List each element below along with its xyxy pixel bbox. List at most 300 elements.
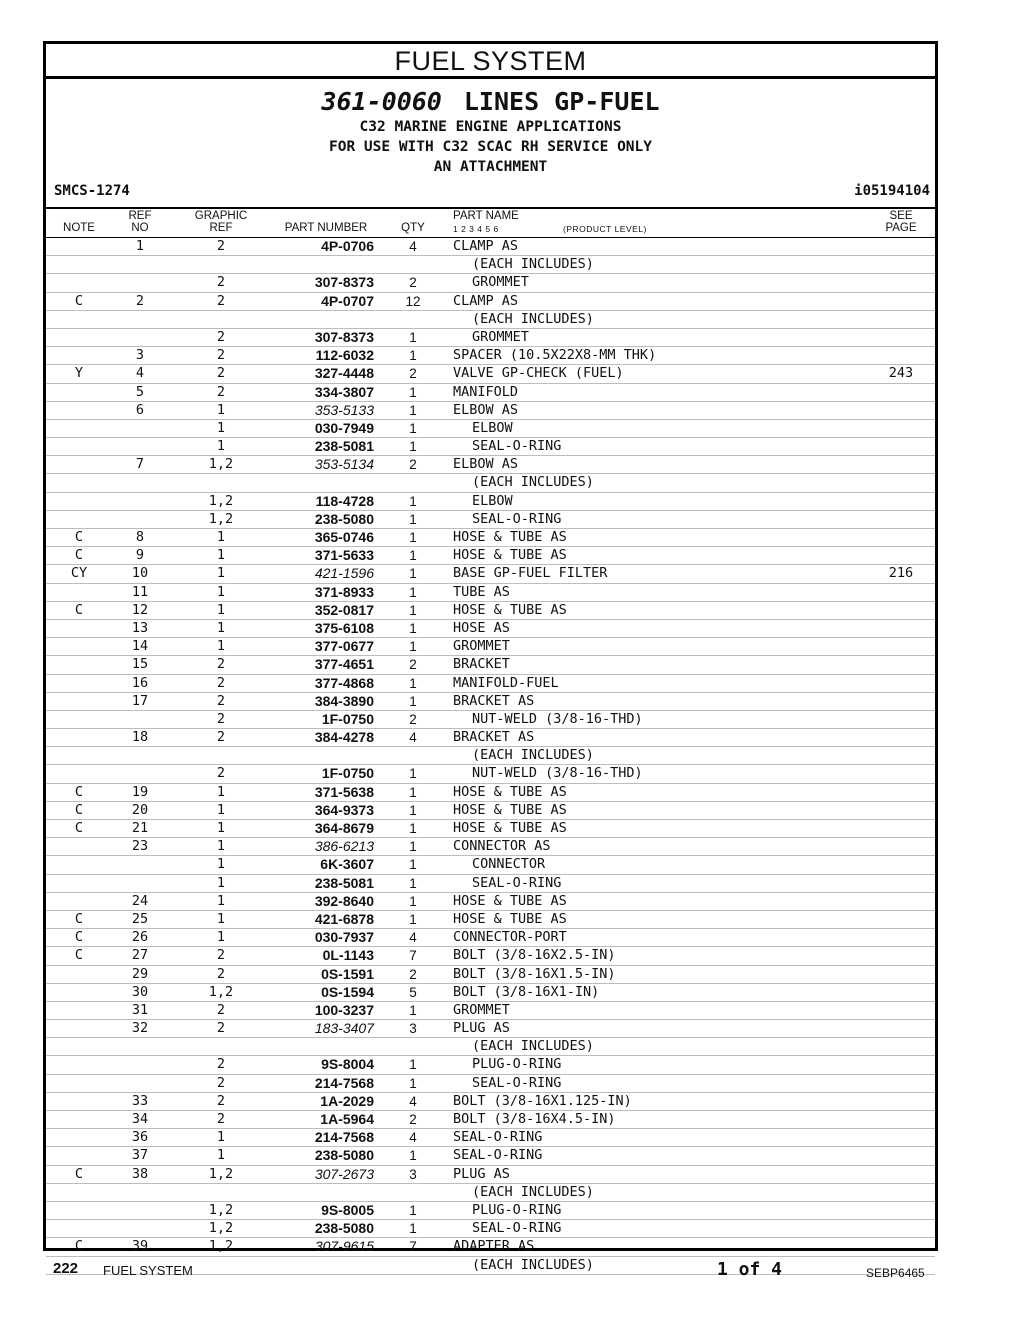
part-number-cell: 386-6213 — [314, 838, 374, 855]
part-number-cell: 392-8640 — [314, 892, 374, 909]
ref-no-cell: 31 — [131, 1001, 149, 1018]
table-row — [46, 1184, 935, 1202]
qty-cell: 1 — [409, 766, 417, 782]
note-cell: C — [74, 1165, 84, 1182]
part-number-cell: 1F-0750 — [321, 710, 374, 727]
table-row — [46, 1220, 935, 1238]
qty-cell: 7 — [409, 1239, 417, 1255]
table-row — [46, 529, 935, 547]
table-row — [46, 584, 935, 602]
ref-no-cell: 8 — [135, 529, 145, 545]
note-cell: C — [74, 820, 84, 836]
part-number-cell: 371-5633 — [314, 547, 374, 564]
table-row — [46, 438, 935, 456]
qty-cell: 4 — [409, 239, 417, 254]
qty-cell: 2 — [409, 1112, 417, 1127]
part-number-cell: 9S-8004 — [321, 1056, 374, 1073]
part-number-cell: 030-7949 — [314, 419, 374, 436]
qty-cell: 1 — [409, 693, 417, 709]
part-number-cell: 421-6878 — [314, 910, 374, 927]
col-ref-no-1: REF — [128, 210, 152, 222]
qty-cell: 1 — [409, 784, 417, 800]
ref-no-cell: 15 — [131, 656, 149, 673]
table-row — [46, 256, 935, 274]
subtitle-line-3: AN ATTACHMENT — [433, 159, 548, 175]
group-number: 361-0060 — [321, 87, 442, 116]
graphic-ref-cell: 1 — [216, 419, 226, 436]
ref-no-cell: 9 — [135, 547, 145, 564]
part-name-cell: TUBE AS — [453, 583, 510, 600]
part-number-cell: 377-4868 — [314, 674, 374, 691]
graphic-ref-cell: 2 — [216, 1020, 226, 1037]
qty-cell: 1 — [409, 821, 417, 836]
part-number-cell: 377-4651 — [314, 656, 374, 673]
ref-no-cell: 4 — [135, 365, 145, 382]
table-row — [46, 1238, 935, 1256]
part-number-cell: 365-0746 — [314, 529, 374, 545]
graphic-ref-cell: 1 — [216, 638, 226, 655]
note-cell: C — [74, 910, 84, 927]
qty-cell: 3 — [409, 1021, 417, 1037]
qty-cell: 2 — [409, 966, 417, 982]
qty-cell: 1 — [409, 566, 417, 582]
table-row — [46, 293, 935, 311]
table-row — [46, 1129, 935, 1147]
part-name-cell: BOLT (3/8-16X4.5-IN) — [453, 1111, 616, 1127]
ref-no-cell: 13 — [131, 619, 149, 636]
part-name-cell: ELBOW AS — [453, 401, 519, 418]
part-name-cell: NUT-WELD (3/8-16-THD) — [472, 765, 643, 782]
note-cell: C — [74, 783, 84, 800]
qty-cell: 2 — [409, 657, 417, 673]
table-row — [46, 1147, 935, 1165]
graphic-ref-cell: 2 — [216, 347, 226, 364]
table-row — [46, 856, 935, 874]
graphic-ref-cell: 1 — [216, 1129, 226, 1146]
table-row — [46, 1020, 935, 1038]
graphic-ref-cell: 2 — [216, 965, 226, 982]
part-number-cell: 6K-3607 — [320, 856, 374, 873]
group-title — [46, 87, 935, 116]
part-number-cell: 307-2673 — [314, 1165, 374, 1182]
col-part-number: PART NUMBER — [284, 222, 368, 234]
part-number-cell: 421-1596 — [314, 565, 374, 582]
table-row — [46, 893, 935, 911]
part-name-cell: BASE GP-FUEL FILTER — [453, 565, 608, 582]
table-row — [46, 675, 935, 693]
part-name-cell: HOSE & TUBE AS — [453, 547, 567, 564]
note-cell: Y — [74, 365, 84, 382]
ref-no-cell: 2 — [135, 292, 145, 309]
part-name-cell: BOLT (3/8-16X1.125-IN) — [453, 1092, 632, 1109]
qty-cell: 1 — [409, 802, 417, 818]
qty-cell: 1 — [409, 911, 417, 927]
ref-no-cell: 38 — [131, 1165, 149, 1182]
document-number: SEBP6465 — [866, 1266, 925, 1280]
graphic-ref-cell: 1 — [216, 783, 226, 800]
qty-cell: 1 — [409, 511, 417, 527]
part-name-cell: (EACH INCLUDES) — [472, 474, 594, 491]
part-number-cell: 384-4278 — [314, 729, 374, 746]
ref-no-cell: 26 — [131, 929, 149, 946]
ref-no-cell: 34 — [131, 1111, 149, 1127]
graphic-ref-cell: 2 — [216, 656, 226, 673]
note-cell: C — [74, 929, 84, 946]
part-name-cell: BOLT (3/8-16X2.5-IN) — [453, 947, 616, 964]
part-name-cell: SEAL-O-RING — [453, 1147, 543, 1164]
note-cell: C — [74, 292, 84, 309]
part-name-cell: HOSE & TUBE AS — [453, 820, 567, 836]
part-name-cell: BRACKET — [453, 656, 510, 673]
part-name-cell: PLUG-O-RING — [472, 1201, 562, 1218]
part-name-cell: GROMMET — [472, 328, 529, 345]
part-number-cell: 371-8933 — [314, 583, 374, 600]
table-row — [46, 620, 935, 638]
qty-cell: 4 — [409, 1130, 417, 1146]
table-row — [46, 365, 935, 383]
graphic-ref-cell: 2 — [216, 1074, 226, 1091]
part-name-cell: HOSE & TUBE AS — [453, 892, 567, 909]
col-see-page-2: PAGE — [885, 222, 917, 234]
part-name-cell: (EACH INCLUDES) — [472, 256, 594, 273]
part-name-cell: ELBOW — [472, 419, 513, 436]
graphic-ref-cell: 1,2 — [208, 983, 234, 1000]
subtitle-line-1: C32 MARINE ENGINE APPLICATIONS — [359, 119, 622, 135]
ref-no-cell: 16 — [131, 674, 149, 691]
part-name-cell: SEAL-O-RING — [472, 510, 562, 527]
qty-cell: 1 — [409, 329, 417, 345]
part-number-cell: 364-8679 — [314, 820, 374, 836]
qty-cell: 1 — [409, 530, 417, 545]
table-row — [46, 1056, 935, 1074]
col-qty: QTY — [401, 222, 425, 234]
graphic-ref-cell: 1 — [216, 529, 226, 545]
graphic-ref-cell: 1 — [216, 801, 226, 818]
part-name-cell: HOSE & TUBE AS — [453, 783, 567, 800]
section-title: FUEL SYSTEM — [46, 44, 935, 79]
col-levels: 1 2 3 4 5 6 — [453, 224, 499, 234]
part-number-cell: 384-3890 — [314, 692, 374, 709]
part-number-cell: 353-5133 — [314, 401, 374, 418]
graphic-ref-cell: 2 — [216, 674, 226, 691]
part-number-cell: 1F-0750 — [321, 765, 374, 782]
part-name-cell: SPACER (10.5X22X8-MM THK) — [453, 347, 657, 364]
part-number-cell: 377-0677 — [314, 638, 374, 655]
table-row — [46, 547, 935, 565]
part-number-cell: 375-6108 — [314, 619, 374, 636]
graphic-ref-cell: 1 — [216, 583, 226, 600]
part-name-cell: SEAL-O-RING — [472, 1074, 562, 1091]
note-cell: C — [74, 547, 84, 564]
part-name-cell: HOSE & TUBE AS — [453, 801, 567, 818]
ref-no-cell: 23 — [131, 838, 149, 855]
graphic-ref-cell: 2 — [216, 292, 226, 309]
part-number-cell: 307-8373 — [314, 328, 374, 345]
table-row — [46, 929, 935, 947]
table-row — [46, 802, 935, 820]
note-cell: C — [74, 529, 84, 545]
qty-cell: 1 — [409, 439, 417, 455]
qty-cell: 5 — [409, 984, 417, 1000]
part-number-cell: 1A-5964 — [320, 1111, 374, 1127]
part-number-cell: 9S-8005 — [321, 1201, 374, 1218]
table-row — [46, 311, 935, 329]
part-name-cell: BOLT (3/8-16X1.5-IN) — [453, 965, 616, 982]
graphic-ref-cell: 2 — [216, 1001, 226, 1018]
qty-cell: 1 — [409, 420, 417, 436]
qty-cell: 2 — [409, 275, 417, 291]
part-number-cell: 364-9373 — [314, 801, 374, 818]
part-number-cell: 214-7568 — [314, 1074, 374, 1091]
table-row — [46, 565, 935, 583]
table-row — [46, 420, 935, 438]
part-name-cell: PLUG-O-RING — [472, 1056, 562, 1073]
ref-no-cell: 30 — [131, 983, 149, 1000]
graphic-ref-cell: 1 — [216, 438, 226, 455]
see-page-cell: 216 — [888, 565, 914, 582]
table-row — [46, 274, 935, 292]
part-name-cell: CONNECTOR-PORT — [453, 929, 567, 946]
page-number: 222 — [53, 1260, 79, 1277]
graphic-ref-cell: 1 — [216, 601, 226, 618]
table-row — [46, 984, 935, 1002]
col-ref-no-2: NO — [131, 222, 149, 234]
part-name-cell: ELBOW — [472, 492, 513, 509]
graphic-ref-cell: 1,2 — [208, 1201, 234, 1218]
graphic-ref-cell: 1,2 — [208, 1220, 234, 1237]
graphic-ref-cell: 1 — [216, 856, 226, 873]
graphic-ref-cell: 2 — [216, 383, 226, 400]
qty-cell: 1 — [409, 493, 417, 509]
note-cell: CY — [70, 565, 88, 582]
part-name-cell: HOSE & TUBE AS — [453, 910, 567, 927]
table-row — [46, 711, 935, 729]
qty-cell: 1 — [409, 675, 417, 691]
graphic-ref-cell: 1,2 — [208, 492, 234, 509]
part-number-cell: 4P-0706 — [321, 238, 374, 254]
table-row — [46, 947, 935, 965]
qty-cell: 4 — [409, 1093, 417, 1109]
part-number-cell: 353-5134 — [314, 456, 374, 473]
ref-no-cell: 27 — [131, 947, 149, 964]
table-row — [46, 838, 935, 856]
part-name-cell: (EACH INCLUDES) — [472, 1038, 594, 1055]
part-name-cell: PLUG AS — [453, 1020, 510, 1037]
sheet-indicator: 1 of 4 — [717, 1259, 783, 1280]
part-name-cell: SEAL-O-RING — [472, 1220, 562, 1237]
part-number-cell: 183-3407 — [314, 1020, 374, 1037]
qty-cell: 1 — [409, 1075, 417, 1091]
table-row — [46, 1111, 935, 1129]
part-number-cell: 371-5638 — [314, 783, 374, 800]
part-name-cell: CONNECTOR AS — [453, 838, 551, 855]
part-name-cell: CONNECTOR — [472, 856, 546, 873]
ref-no-cell: 7 — [135, 456, 145, 473]
ref-no-cell: 10 — [131, 565, 149, 582]
table-row — [46, 747, 935, 765]
graphic-ref-cell: 2 — [216, 365, 226, 382]
note-cell: C — [74, 1238, 84, 1255]
col-note: NOTE — [63, 222, 95, 234]
part-name-cell: VALVE GP-CHECK (FUEL) — [453, 365, 624, 382]
subtitle-line-2: FOR USE WITH C32 SCAC RH SERVICE ONLY — [328, 139, 652, 155]
part-name-cell: CLAMP AS — [453, 292, 519, 309]
qty-cell: 1 — [409, 1057, 417, 1073]
graphic-ref-cell: 1 — [216, 401, 226, 418]
part-number-cell: 0S-1591 — [321, 965, 374, 982]
part-name-cell: (EACH INCLUDES) — [472, 310, 594, 327]
table-row — [46, 1166, 935, 1184]
part-number-cell: 100-3237 — [314, 1001, 374, 1018]
table-row — [46, 238, 935, 256]
ref-no-cell: 36 — [131, 1129, 149, 1146]
part-number-cell: 214-7568 — [314, 1129, 374, 1146]
table-row — [46, 765, 935, 783]
col-part-name: PART NAME — [453, 210, 519, 222]
table-row — [46, 656, 935, 674]
table-row — [46, 511, 935, 529]
qty-cell: 1 — [409, 1002, 417, 1018]
qty-cell: 4 — [409, 730, 417, 746]
note-cell: C — [74, 601, 84, 618]
graphic-ref-cell: 2 — [216, 947, 226, 964]
ref-no-cell: 17 — [131, 692, 149, 709]
graphic-ref-cell: 2 — [216, 274, 226, 291]
part-name-cell: MANIFOLD — [453, 383, 519, 400]
qty-cell: 1 — [409, 620, 417, 636]
illustration-id: i05194104 — [854, 183, 930, 199]
table-row — [46, 875, 935, 893]
qty-cell: 2 — [409, 366, 417, 382]
qty-cell: 1 — [409, 857, 417, 873]
graphic-ref-cell: 1 — [216, 547, 226, 564]
smcs-code: SMCS-1274 — [54, 183, 130, 199]
qty-cell: 1 — [409, 639, 417, 655]
table-row — [46, 493, 935, 511]
table-row — [46, 402, 935, 420]
part-name-cell: NUT-WELD (3/8-16-THD) — [472, 710, 643, 727]
col-product-level: (PRODUCT LEVEL) — [563, 224, 647, 234]
table-row — [46, 456, 935, 474]
graphic-ref-cell: 1 — [216, 874, 226, 891]
ref-no-cell: 5 — [135, 383, 145, 400]
graphic-ref-cell: 2 — [216, 1111, 226, 1127]
graphic-ref-cell: 1,2 — [208, 510, 234, 527]
table-row — [46, 329, 935, 347]
qty-cell: 1 — [409, 348, 417, 364]
part-name-cell: MANIFOLD-FUEL — [453, 674, 559, 691]
part-name-cell: ELBOW AS — [453, 456, 519, 473]
part-number-cell: 030-7937 — [314, 929, 374, 946]
ref-no-cell: 1 — [135, 238, 145, 254]
part-number-cell: 1A-2029 — [320, 1092, 374, 1109]
col-graphic-ref-2: REF — [209, 222, 233, 234]
ref-no-cell: 25 — [131, 910, 149, 927]
table-row — [46, 693, 935, 711]
ref-no-cell: 14 — [131, 638, 149, 655]
table-row — [46, 1002, 935, 1020]
part-name-cell: BRACKET AS — [453, 729, 535, 746]
graphic-ref-cell: 1 — [216, 565, 226, 582]
graphic-ref-cell: 1,2 — [208, 1165, 234, 1182]
table-row — [46, 1075, 935, 1093]
table-row — [46, 474, 935, 492]
graphic-ref-cell: 2 — [216, 729, 226, 746]
part-name-cell: PLUG AS — [453, 1165, 510, 1182]
table-row — [46, 347, 935, 365]
part-number-cell: 334-3807 — [314, 383, 374, 400]
table-row — [46, 1093, 935, 1111]
graphic-ref-cell: 1 — [216, 619, 226, 636]
col-graphic-ref-1: GRAPHIC — [194, 210, 248, 222]
qty-cell: 1 — [409, 584, 417, 600]
ref-no-cell: 19 — [131, 783, 149, 800]
qty-cell: 1 — [409, 839, 417, 855]
part-number-cell: 307-9615 — [314, 1238, 374, 1255]
table-row — [46, 638, 935, 656]
qty-cell: 1 — [409, 1148, 417, 1164]
qty-cell: 4 — [409, 930, 417, 946]
qty-cell: 3 — [409, 1166, 417, 1182]
graphic-ref-cell: 2 — [216, 1056, 226, 1073]
table-row — [46, 384, 935, 402]
table-row — [46, 820, 935, 838]
ref-no-cell: 29 — [131, 965, 149, 982]
graphic-ref-cell: 1 — [216, 820, 226, 836]
part-name-cell: HOSE AS — [453, 619, 510, 636]
part-name-cell: (EACH INCLUDES) — [472, 747, 594, 764]
graphic-ref-cell: 2 — [216, 710, 226, 727]
table-row — [46, 602, 935, 620]
ref-no-cell: 37 — [131, 1147, 149, 1164]
part-number-cell: 112-6032 — [315, 347, 374, 364]
qty-cell: 1 — [409, 548, 417, 564]
part-number-cell: 238-5081 — [314, 438, 374, 455]
parts-table — [46, 238, 935, 1275]
note-cell: C — [74, 801, 84, 818]
qty-cell: 1 — [409, 893, 417, 909]
part-number-cell: 4P-0707 — [321, 292, 374, 309]
part-number-cell: 0L-1143 — [322, 947, 374, 964]
part-number-cell: 238-5080 — [314, 510, 374, 527]
table-row — [46, 729, 935, 747]
ref-no-cell: 21 — [131, 820, 149, 836]
group-heading — [46, 79, 935, 199]
part-number-cell: 307-8373 — [314, 274, 374, 291]
qty-cell: 2 — [409, 711, 417, 727]
qty-cell: 1 — [409, 602, 417, 618]
qty-cell: 1 — [409, 402, 417, 418]
graphic-ref-cell: 2 — [216, 692, 226, 709]
part-name-cell: CLAMP AS — [453, 238, 519, 254]
qty-cell: 7 — [409, 948, 417, 964]
ref-no-cell: 11 — [131, 583, 149, 600]
part-name-cell: HOSE & TUBE AS — [453, 601, 567, 618]
ref-no-cell: 24 — [131, 892, 149, 909]
qty-cell: 1 — [409, 1202, 417, 1218]
part-number-cell: 238-5080 — [314, 1220, 374, 1237]
ref-no-cell: 18 — [131, 729, 149, 746]
graphic-ref-cell: 1 — [216, 838, 226, 855]
table-row — [46, 966, 935, 984]
part-number-cell: 238-5080 — [314, 1147, 374, 1164]
part-name-cell: ADAPTER AS — [453, 1238, 535, 1255]
ref-no-cell: 33 — [131, 1092, 149, 1109]
footer-section: FUEL SYSTEM — [103, 1263, 193, 1278]
note-cell: C — [74, 947, 84, 964]
ref-no-cell: 39 — [131, 1238, 149, 1255]
graphic-ref-cell: 2 — [216, 238, 226, 254]
